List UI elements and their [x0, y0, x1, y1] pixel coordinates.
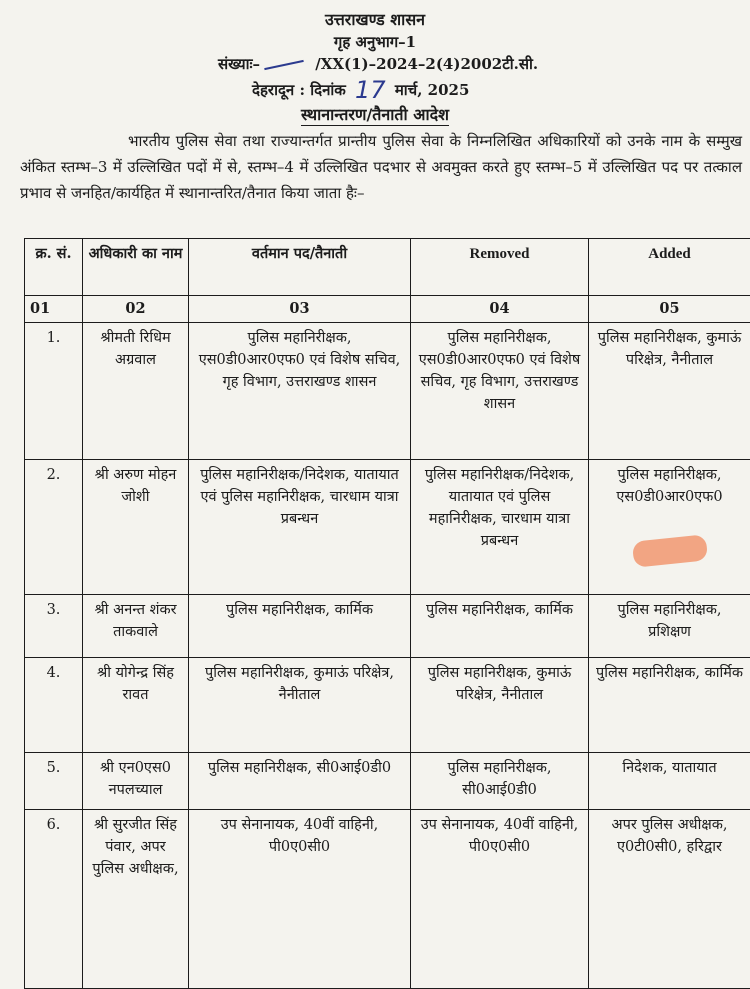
highlighter-smudge: [631, 534, 707, 568]
serial-cell: 6.: [25, 810, 83, 989]
officer-name-cell: श्रीमती रिधिम अग्रवाल: [83, 323, 189, 460]
current-post-cell: पुलिस महानिरीक्षक, कार्मिक: [189, 595, 411, 658]
officer-name-cell: श्री अरुण मोहन जोशी: [83, 460, 189, 595]
serial-cell: 2.: [25, 460, 83, 595]
table-row: [25, 658, 750, 753]
header-removed: Removed: [411, 239, 589, 296]
reference-label: संख्याः–: [218, 55, 260, 73]
reference-number: /XX(1)–2024–2(4)2002टी.सी.: [315, 54, 538, 74]
header-officer-name: अधिकारी का नाम: [83, 239, 189, 296]
serial-cell: 1.: [25, 323, 83, 460]
current-post-cell: पुलिस महानिरीक्षक, कुमाऊं परिक्षेत्र, नैनीताल: [189, 658, 411, 753]
header-serial: क्र. सं.: [25, 239, 83, 296]
serial-cell: 5.: [25, 753, 83, 810]
removed-post-cell: पुलिस महानिरीक्षक, कुमाऊं परिक्षेत्र, नैनीताल: [411, 658, 589, 753]
added-post-cell: अपर पुलिस अधीक्षक, ए0टी0सी0, हरिद्वार: [589, 810, 750, 989]
table-header-row: [25, 239, 750, 296]
transfer-table: [24, 238, 750, 989]
removed-post-cell: उप सेनानायक, 40वीं वाहिनी, पी0ए0सी0: [411, 810, 589, 989]
current-post-cell: पुलिस महानिरीक्षक, सी0आई0डी0: [189, 753, 411, 810]
current-post-cell: पुलिस महानिरीक्षक/निदेशक, यातायात एवं पुलिस महानिरीक्षक, चारधाम यात्रा प्रबन्धन: [189, 460, 411, 595]
section-heading: गृह अनुभाग–1: [0, 32, 750, 52]
date-prefix: देहरादून : दिनांक: [252, 81, 346, 99]
column-number: 04: [411, 296, 589, 323]
added-post-text: पुलिस महानिरीक्षक, एस0डी0आर0एफ0: [594, 464, 745, 508]
removed-post-cell: पुलिस महानिरीक्षक, एस0डी0आर0एफ0 एवं विशेष सचिव, गृह विभाग, उत्तराखण्ड शासन: [411, 323, 589, 460]
order-body: [20, 128, 742, 206]
header-added: Added: [589, 239, 750, 296]
column-number-row: [25, 296, 750, 323]
column-number: 02: [83, 296, 189, 323]
table-row: [25, 460, 750, 595]
current-post-cell: पुलिस महानिरीक्षक, एस0डी0आर0एफ0 एवं विशेष सचिव, गृह विभाग, उत्तराखण्ड शासन: [189, 323, 411, 460]
removed-post-cell: पुलिस महानिरीक्षक, सी0आई0डी0: [411, 753, 589, 810]
added-post-cell: पुलिस महानिरीक्षक, कार्मिक: [589, 658, 750, 753]
table-row: [25, 323, 750, 460]
order-title: स्थानान्तरण/तैनाती आदेश: [0, 103, 750, 125]
column-number: 03: [189, 296, 411, 323]
date-line: [252, 76, 469, 104]
serial-cell: 4.: [25, 658, 83, 753]
date-day-handwritten: 17: [355, 76, 386, 104]
removed-post-cell: पुलिस महानिरीक्षक, कार्मिक: [411, 595, 589, 658]
officer-name-cell: श्री सुरजीत सिंह पंवार, अपर पुलिस अधीक्षक,: [83, 810, 189, 989]
government-heading: उत्तराखण्ड शासन: [0, 8, 750, 30]
date-suffix: मार्च, 2025: [395, 81, 470, 99]
header-current-post: वर्तमान पद/तैनाती: [189, 239, 411, 296]
reference-line: [218, 54, 538, 74]
column-number: 01: [25, 296, 83, 323]
added-post-cell: पुलिस महानिरीक्षक, प्रशिक्षण: [589, 595, 750, 658]
order-body-text: भारतीय पुलिस सेवा तथा राज्यान्तर्गत प्रान्तीय पुलिस सेवा के निम्नलिखित अधिकारियों को उनके नाम के सम्मुख अंकित स्तम्भ–3 में उल्लिखित पदों में से, स्तम्भ–4 में उल्लिखित पदभार से अवमुक्त करते हुए स्तम्भ–5 में उल्लिखित पद पर तत्काल प्रभाव से जनहित/कार्यहित में स्थानान्तरित/तैनात किया जाता हैः–: [20, 128, 742, 206]
current-post-cell: उप सेनानायक, 40वीं वाहिनी, पी0ए0सी0: [189, 810, 411, 989]
table-row: [25, 595, 750, 658]
pen-stroke-mark: [264, 60, 304, 70]
added-post-cell: पुलिस महानिरीक्षक, कुमाऊं परिक्षेत्र, नैनीताल: [589, 323, 750, 460]
added-post-cell: [589, 460, 750, 595]
officer-name-cell: श्री अनन्त शंकर ताकवाले: [83, 595, 189, 658]
officer-name-cell: श्री योगेन्द्र सिंह रावत: [83, 658, 189, 753]
added-post-cell: निदेशक, यातायात: [589, 753, 750, 810]
column-number: 05: [589, 296, 750, 323]
serial-cell: 3.: [25, 595, 83, 658]
officer-name-cell: श्री एन0एस0 नपलच्याल: [83, 753, 189, 810]
table-row: [25, 810, 750, 989]
table-row: [25, 753, 750, 810]
removed-post-cell: पुलिस महानिरीक्षक/निदेशक, यातायात एवं पुलिस महानिरीक्षक, चारधाम यात्रा प्रबन्धन: [411, 460, 589, 595]
